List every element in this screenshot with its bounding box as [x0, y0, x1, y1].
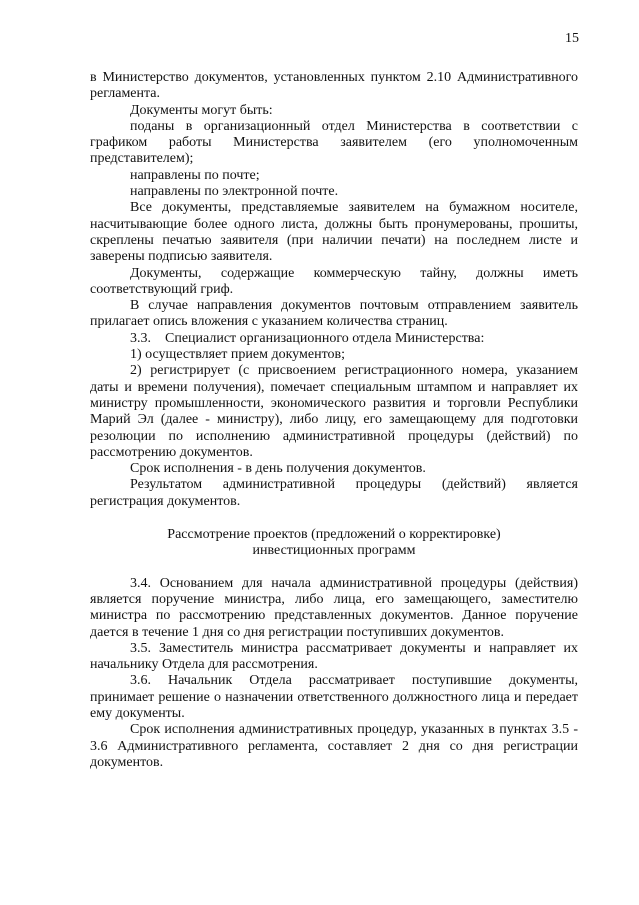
paragraph: Документы, содержащие коммерческую тайну, должны иметь соответствующий гриф. — [90, 265, 578, 297]
paragraph: Срок исполнения административных процедур, указанных в пунктах 3.5 - 3.6 Административного регламента, составляет 2 дня со дня регистрации документов. — [90, 722, 578, 770]
paragraph: В случае направления документов почтовым отправлением заявитель прилагает опись вложения с указанием количества страниц. — [90, 298, 578, 330]
paragraph: Все документы, представляемые заявителем на бумажном носителе, насчитывающие более одного листа, должны быть пронумерованы, прошиты, скреплены печатью заявителя (при наличии печати) на последнем листе и заверены подписью заявителя. — [90, 200, 578, 265]
paragraph: 1) осуществляет прием документов; — [130, 347, 345, 363]
paragraph: Документы могут быть: — [130, 102, 273, 118]
paragraph: Срок исполнения - в день получения документов. — [130, 461, 426, 477]
paragraph: 3.3. Специалист организационного отдела Министерства: — [130, 330, 485, 346]
paragraph: Результатом административной процедуры (действий) является регистрация документов. — [90, 477, 578, 509]
document-body — [90, 70, 578, 771]
page-number: 15 — [565, 31, 579, 46]
section-heading-line-1: Рассмотрение проектов (предложений о корректировке) — [167, 527, 501, 543]
section-procedure-intake — [90, 70, 578, 510]
paragraph: 3.5. Заместитель министра рассматривает документы и направляет их начальнику Отдела для рассмотрения. — [90, 640, 578, 673]
section-procedure-review — [90, 576, 578, 772]
section-heading-line-2: инвестиционных программ — [252, 543, 416, 559]
paragraph: поданы в организационный отдел Министерства в соответствии с графиком работы Министерства заявителем (его уполномоченным представителем); — [90, 118, 578, 167]
paragraph: 2) регистрирует (с присвоением регистрационного номера, указанием даты и времени получения), помечает специальным штампом и направляет их министру промышленности, экономического развития и торговли Республики Марий Эл (далее - министру), либо лицу, его замещающему для подготовки резолюции по исполнению административной процедуры (действий) по рассмотрению документов. — [90, 363, 578, 460]
paragraph: направлены по электронной почте. — [130, 184, 339, 200]
paragraph: 3.4. Основанием для начала административной процедуры (действия) является поручение министра, либо лица, его замещающего, заместителю министра по рассмотрению представленных документов. Данное поручение дается в течение 1 дня со дня регистрации поступивших документов. — [90, 575, 578, 640]
paragraph: направлены по почте; — [130, 167, 260, 183]
paragraph: в Министерство документов, установленных пунктом 2.10 Административного регламента. — [90, 70, 578, 102]
paragraph: 3.6. Начальник Отдела рассматривает поступившие документы, принимает решение о назначении ответственного должностного лица и передает ему документы. — [90, 673, 578, 721]
section-heading — [90, 527, 578, 560]
